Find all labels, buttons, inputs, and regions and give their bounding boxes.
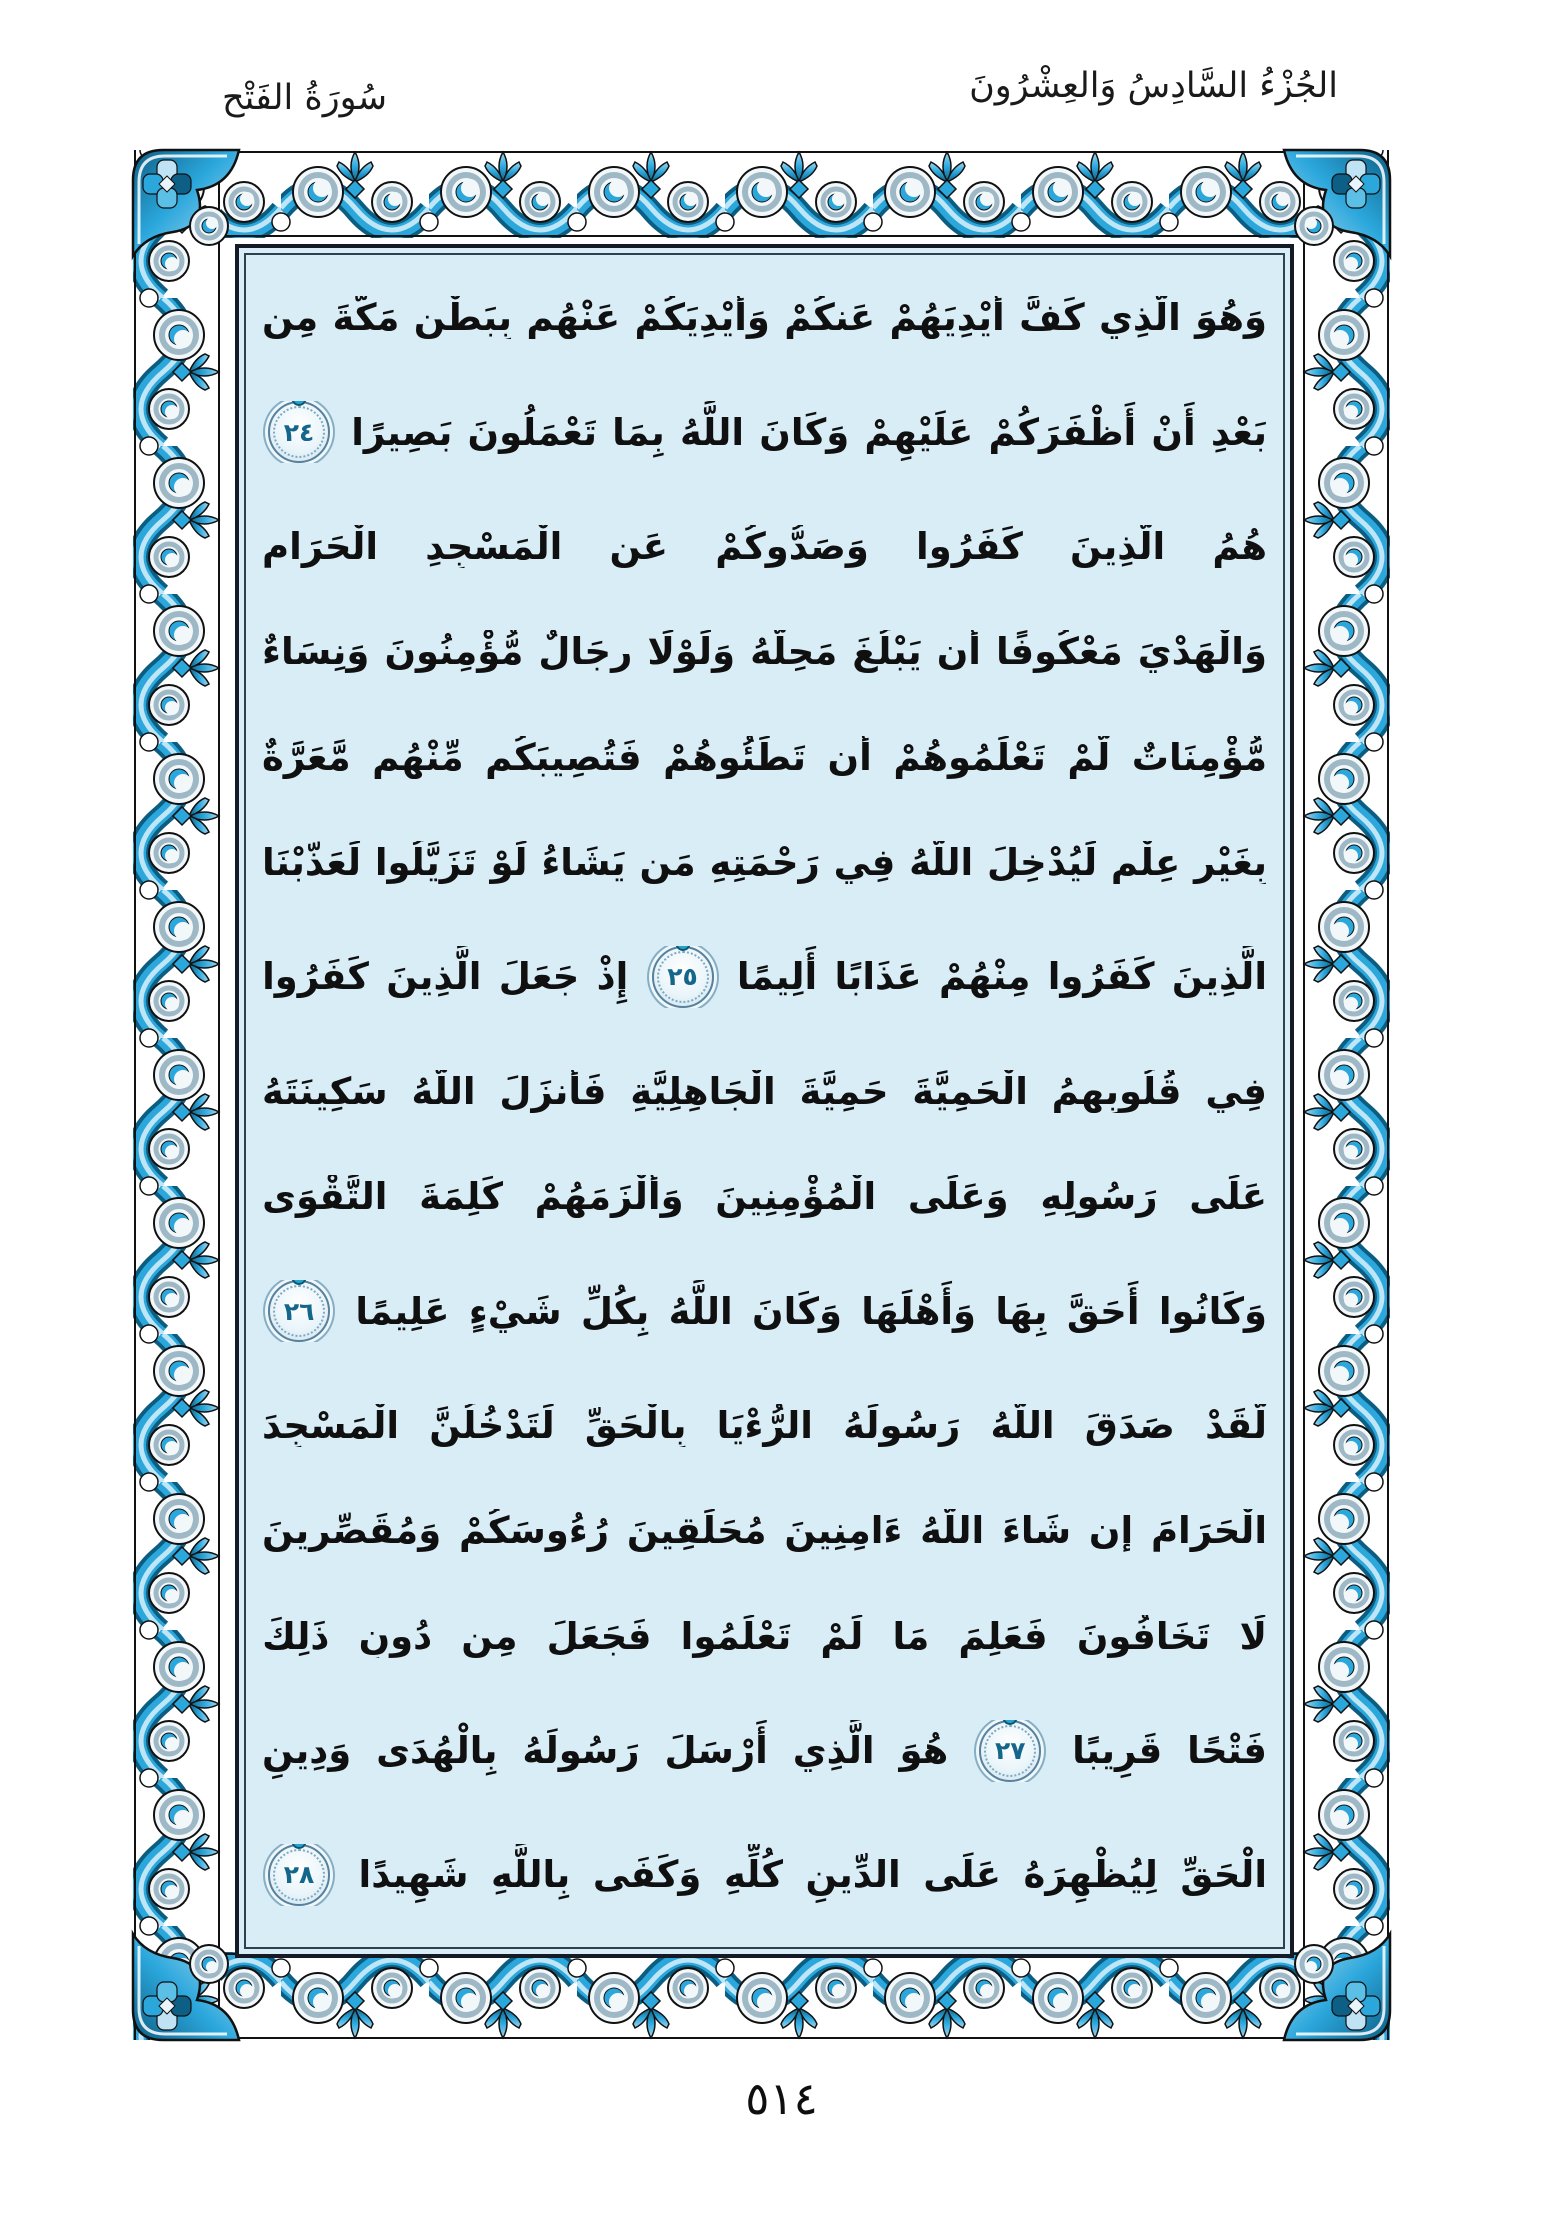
word: عَنِ [609,525,669,569]
word: رُءُوسَكُمْ [458,1509,610,1553]
verse-number-badge: ٢٦ [268,1280,330,1342]
verse-number-badge: ٢٤ [268,401,330,463]
word: أَن [827,735,872,779]
word: مِنْهُمْ [938,955,1031,999]
word: فَعَلِمَ [958,1614,1048,1658]
word: ءَامِنِينَ [784,1509,903,1553]
word: صَدَقَ [1084,1404,1175,1448]
word: وَمُقَصِّرِينَ [262,1509,442,1553]
word: الْمُؤْمِنِينَ [715,1175,877,1219]
quran-line-10 [262,1280,1267,1342]
word: فَأَنزَلَ [499,1069,607,1113]
word: يَشَاءُ [541,840,626,884]
word: الَّذِي [792,1729,875,1773]
word: وَنِسَاءٌ [262,630,370,674]
word: وَلَوْلَا [647,630,736,674]
word: تَخَافُونَ [1076,1614,1211,1658]
word: عَنْهُم [526,296,621,340]
word: بِكُلِّ [580,1289,650,1333]
word: كَفَرُوا [916,525,1023,569]
word: الرُّءْيَا [716,1404,813,1448]
word: قَرِيبًا [1072,1729,1163,1773]
border-strip-right [1302,150,1390,2040]
word: الْجَاهِلِيَّةِ [630,1069,776,1113]
word: مَّعَرَّةٌ [262,735,351,779]
word: الْمَسْجِدَ [262,1404,400,1448]
word: أَظْفَرَكُمْ [988,410,1137,454]
word: رَسُولَهُ [522,1729,640,1773]
word: وَأَلْزَمَهُمْ [534,1175,684,1219]
border-strip-top [133,150,1390,238]
word: وَدِينِ [262,1729,352,1773]
word: وَكَانَ [759,410,850,454]
word: كَفَرُوا [262,955,369,999]
word: دُونِ [358,1614,433,1658]
word: الدِّينِ [805,1853,901,1897]
word: الْحَمِيَّةَ [912,1069,1028,1113]
surah-title: سُورَةُ الفَتْح [222,78,388,118]
word: رِجَالٌ [538,630,633,674]
word: إِذْ [596,955,629,999]
word: أَنْ [1151,410,1196,454]
verse-number-badge: ٢٨ [268,1844,330,1906]
word: شَيْءٍ [468,1289,562,1333]
word: فِي [833,840,896,884]
word: تَطَئُوهُمْ [663,735,807,779]
word: مَكَّةَ [332,296,400,340]
word: وَأَيْدِيَكُمْ [634,296,770,340]
word: كَفَّ [1019,296,1085,340]
word: بِهَا [995,1289,1048,1333]
word: أَيْدِيَهُمْ [889,296,1005,340]
word: لَوْ [490,840,528,884]
word: عَلِيمًا [355,1289,450,1333]
word: حَمِيَّةَ [799,1069,889,1113]
word: عَنكُمْ [784,296,876,340]
word: سَكِينَتَهُ [262,1069,388,1113]
corner-ornament-top-right [1278,144,1396,262]
word: شَهِيدًا [358,1853,469,1897]
quran-line-9 [262,1175,1267,1218]
word: اللَّهُ [668,1289,733,1333]
word: اللَّهُ [990,1404,1055,1448]
border-strip-left [133,150,221,2040]
word: لَّمْ [1067,735,1111,779]
quran-line-15 [262,1844,1267,1906]
word: بَصِيرًا [351,410,453,454]
word: اللَّهُ [909,840,974,884]
word: مَحِلَّهُ [750,630,838,674]
word: فَتُصِيبَكُم [485,735,642,779]
word: لَا [1239,1614,1267,1658]
word: لَّقَدْ [1205,1404,1267,1448]
word: مُّؤْمِنُونَ [384,630,524,674]
word: بِالْهُدَى [376,1729,498,1773]
word: كَلِمَةَ [419,1175,503,1219]
word: قُلُوبِهِمُ [1051,1069,1182,1113]
word: الْحَقِّ [1180,1853,1267,1897]
word: رَحْمَتِهِ [709,840,820,884]
word: وَصَدُّوكُمْ [715,525,869,569]
word: مِّنْهُم [372,735,464,779]
word: تَعْلَمُوا [680,1614,792,1658]
word: لَتَدْخُلُنَّ [429,1404,555,1448]
word: مَعْكُوفًا [996,630,1123,674]
word: الْمَسْجِدِ [425,525,563,569]
word: بَعْدِ [1210,410,1267,454]
word: بِبَطْنِ [413,296,513,340]
quran-line-5 [262,736,1267,779]
word: أَحَقَّ [1066,1289,1140,1333]
quran-line-8 [262,1070,1267,1113]
word: عِلْمٍ [1110,840,1181,884]
border-strip-bottom [133,1952,1390,2040]
word: عَذَابًا [834,955,922,999]
word: لَمْ [820,1614,864,1658]
word: يَبْلُغَ [852,630,922,674]
corner-ornament-bottom-right [1278,1928,1396,2046]
quran-line-14 [262,1720,1267,1782]
word: لِيُظْهِرَهُ [1023,1853,1158,1897]
word: عَلَيْهِمْ [864,410,974,454]
word: تَعْمَلُونَ [467,410,597,454]
page-number: ٥١٤ [745,2072,818,2125]
quran-line-11 [262,1404,1267,1447]
word: لَعَذَّبْنَا [262,840,362,884]
word: إِن [1088,1509,1134,1553]
word: وَهُوَ [1195,296,1267,340]
inner-frame [235,244,1294,1958]
word: اللَّهُ [411,1069,476,1113]
corner-ornament-bottom-left [127,1928,245,2046]
verse-number-badge: ٢٧ [979,1720,1041,1782]
word: مَا [892,1614,930,1658]
word: تَزَيَّلُوا [374,840,477,884]
word: كُلِّهِ [723,1853,783,1897]
word: هُوَ [899,1729,949,1773]
word: مُحَلِّقِينَ [626,1509,767,1553]
quran-line-7 [262,946,1267,1008]
word: فِي [1205,1069,1267,1113]
word: وَعَلَى [907,1175,1009,1219]
word: مُّؤْمِنَاتٌ [1131,735,1267,779]
quran-line-1 [262,296,1267,339]
word: بِالْحَقِّ [584,1404,687,1448]
word: الَّذِينَ [386,955,482,999]
quran-line-6 [262,841,1267,884]
quran-line-12 [262,1509,1267,1552]
word: مِن [461,1614,518,1658]
quran-line-3 [262,525,1267,568]
verse-number-badge: ٢٥ [652,946,714,1008]
word: وَكَفَى [592,1853,702,1897]
word: وَالْهَدْيَ [1137,630,1267,674]
word: بِغَيْرِ [1194,840,1267,884]
word: مِن [262,296,319,340]
word: ذَلِكَ [262,1614,330,1658]
word: الَّذِينَ [1070,525,1166,569]
word: هُمُ [1212,525,1267,569]
word: الْحَرَامِ [262,525,379,569]
word: عَلَى [923,1853,1002,1897]
ornamental-border-frame [133,150,1390,2040]
word: وَأَهْلَهَا [861,1289,977,1333]
juz-title: الجُزْءُ السَّادِسُ وَالعِشْرُونَ [969,66,1338,106]
word: فَجَعَلَ [546,1614,652,1658]
word: بِمَا [612,410,665,454]
word: أَلِيمًا [736,955,818,999]
word: كَفَرُوا [1047,955,1155,999]
quran-text-area [262,265,1267,1937]
word: بِاللَّهِ [491,1853,571,1897]
word: اللَّهُ [679,410,745,454]
word: شَاءَ [1001,1509,1072,1553]
word: لِّيُدْخِلَ [987,840,1098,884]
corner-ornament-top-left [127,144,245,262]
inner-frame-line [244,253,1285,1949]
word: الْحَرَامَ [1150,1509,1267,1553]
word: الَّذِي [1098,296,1181,340]
word: وَكَانُوا [1158,1289,1267,1333]
word: رَسُولَهُ [843,1404,961,1448]
word: جَعَلَ [498,955,580,999]
word: مَن [639,840,696,884]
word: عَلَى [1189,1175,1267,1219]
word: وَكَانَ [752,1289,842,1333]
word: رَسُولِهِ [1040,1175,1158,1219]
quran-line-13 [262,1615,1267,1658]
word: أَن [936,630,981,674]
word: أَرْسَلَ [664,1729,768,1773]
word: الَّذِينَ [1171,955,1267,999]
word: اللَّهُ [920,1509,985,1553]
word: فَتْحًا [1187,1729,1267,1773]
quran-line-2 [262,401,1267,463]
word: تَعْلَمُوهُمْ [893,735,1046,779]
word: التَّقْوَى [262,1175,388,1219]
quran-line-4 [262,630,1267,673]
